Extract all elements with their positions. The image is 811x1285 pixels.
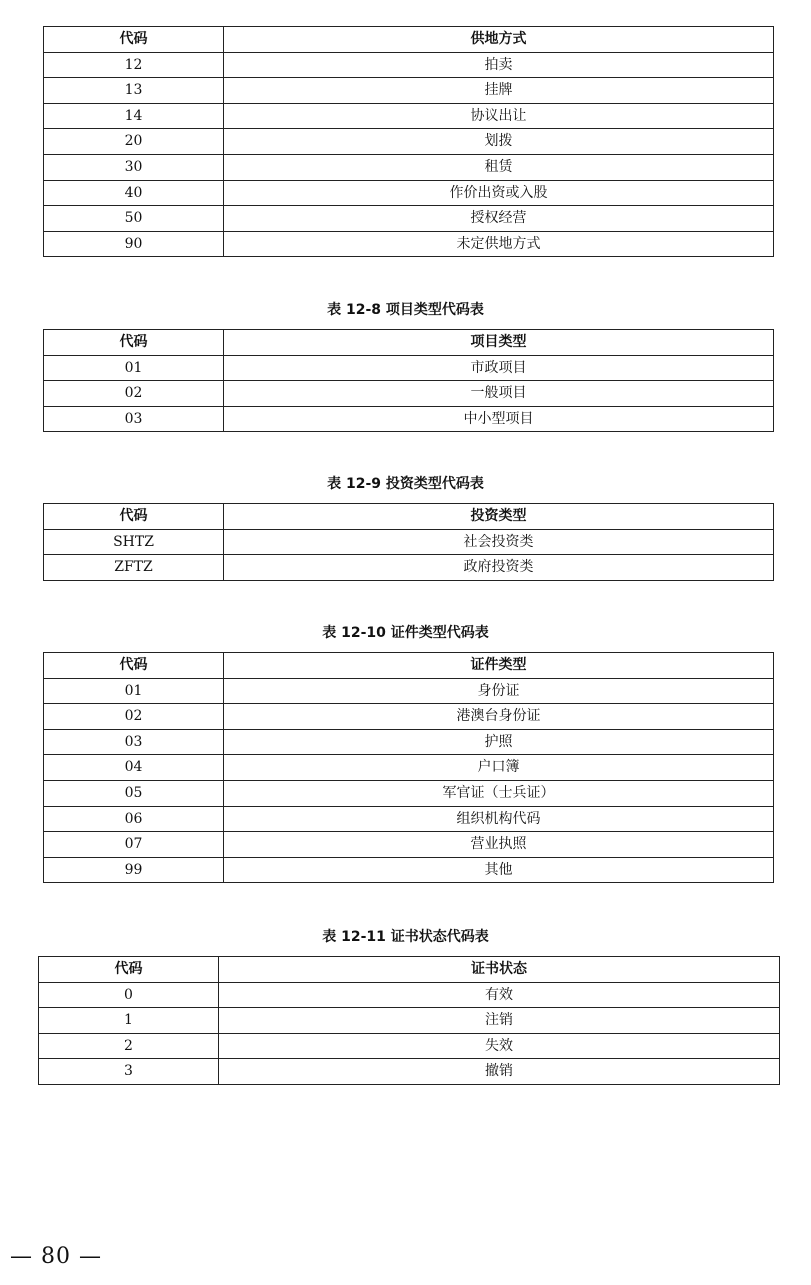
column-header-investment-type: 投资类型: [224, 504, 774, 530]
value-cell: 撤销: [219, 1059, 780, 1085]
table-caption-certificate-status: 表 12-11 证书状态代码表: [322, 929, 489, 945]
value-cell: 市政项目: [224, 355, 774, 381]
value-cell: 港澳台身份证: [224, 704, 774, 730]
page-number: — 80 —: [10, 1244, 102, 1269]
code-cell: 0: [39, 982, 219, 1008]
code-cell: 50: [44, 206, 224, 232]
table-row: [44, 355, 774, 381]
code-cell: 04: [44, 755, 224, 781]
table-row: [44, 704, 774, 730]
value-cell: 中小型项目: [224, 406, 774, 432]
code-cell: 01: [44, 678, 224, 704]
value-cell: 政府投资类: [224, 555, 774, 581]
table-header-row: [44, 27, 774, 53]
column-header-certificate-type: 证件类型: [224, 653, 774, 679]
table-row: [44, 678, 774, 704]
value-cell: 军官证（士兵证）: [224, 780, 774, 806]
code-cell: 03: [44, 729, 224, 755]
table-row: [44, 780, 774, 806]
table-caption-certificate-type: 表 12-10 证件类型代码表: [322, 625, 489, 641]
table-row: [44, 206, 774, 232]
code-cell: 07: [44, 832, 224, 858]
code-cell: 06: [44, 806, 224, 832]
value-cell: 一般项目: [224, 381, 774, 407]
table-row: [44, 857, 774, 883]
value-cell: 作价出资或入股: [224, 180, 774, 206]
table-row: [44, 231, 774, 257]
code-cell: 05: [44, 780, 224, 806]
table-row: [44, 52, 774, 78]
column-header-code: 代码: [44, 504, 224, 530]
code-cell: 14: [44, 103, 224, 129]
value-cell: 注销: [219, 1008, 780, 1034]
value-cell: 营业执照: [224, 832, 774, 858]
code-cell: 40: [44, 180, 224, 206]
table-caption-investment-type: 表 12-9 投资类型代码表: [327, 476, 484, 492]
code-cell: 30: [44, 154, 224, 180]
table-header-row: [39, 957, 780, 983]
table-row: [44, 555, 774, 581]
column-header-project-type: 项目类型: [224, 330, 774, 356]
code-cell: 1: [39, 1008, 219, 1034]
column-header-code: 代码: [39, 957, 219, 983]
table-row: [39, 1033, 780, 1059]
certificate-status-table: [38, 956, 780, 1085]
column-header-certificate-status: 证书状态: [219, 957, 780, 983]
value-cell: 划拨: [224, 129, 774, 155]
table-row: [44, 755, 774, 781]
code-cell: SHTZ: [44, 529, 224, 555]
table-row: [44, 154, 774, 180]
table-header-row: [44, 504, 774, 530]
code-cell: ZFTZ: [44, 555, 224, 581]
code-cell: 13: [44, 78, 224, 104]
value-cell: 协议出让: [224, 103, 774, 129]
code-cell: 02: [44, 381, 224, 407]
code-cell: 02: [44, 704, 224, 730]
table-header-row: [44, 653, 774, 679]
table-row: [44, 78, 774, 104]
code-cell: 2: [39, 1033, 219, 1059]
code-cell: 90: [44, 231, 224, 257]
certificate-type-table: [43, 652, 774, 883]
code-cell: 01: [44, 355, 224, 381]
table-row: [44, 180, 774, 206]
table-row: [44, 806, 774, 832]
supply-method-table: [43, 26, 774, 257]
code-cell: 12: [44, 52, 224, 78]
value-cell: 拍卖: [224, 52, 774, 78]
project-type-table: [43, 329, 774, 432]
table-row: [44, 529, 774, 555]
value-cell: 授权经营: [224, 206, 774, 232]
value-cell: 失效: [219, 1033, 780, 1059]
value-cell: 护照: [224, 729, 774, 755]
table-row: [44, 832, 774, 858]
code-cell: 20: [44, 129, 224, 155]
value-cell: 未定供地方式: [224, 231, 774, 257]
value-cell: 其他: [224, 857, 774, 883]
value-cell: 租赁: [224, 154, 774, 180]
table-row: [44, 729, 774, 755]
code-cell: 03: [44, 406, 224, 432]
column-header-supply-method: 供地方式: [224, 27, 774, 53]
table-row: [44, 381, 774, 407]
value-cell: 户口簿: [224, 755, 774, 781]
column-header-code: 代码: [44, 653, 224, 679]
table-row: [44, 406, 774, 432]
table-header-row: [44, 330, 774, 356]
value-cell: 社会投资类: [224, 529, 774, 555]
table-row: [39, 1008, 780, 1034]
value-cell: 组织机构代码: [224, 806, 774, 832]
investment-type-table: [43, 503, 774, 581]
table-row: [39, 1059, 780, 1085]
value-cell: 有效: [219, 982, 780, 1008]
value-cell: 身份证: [224, 678, 774, 704]
value-cell: 挂牌: [224, 78, 774, 104]
table-row: [39, 982, 780, 1008]
table-row: [44, 103, 774, 129]
table-caption-project-type: 表 12-8 项目类型代码表: [327, 302, 484, 318]
code-cell: 3: [39, 1059, 219, 1085]
column-header-code: 代码: [44, 27, 224, 53]
table-row: [44, 129, 774, 155]
column-header-code: 代码: [44, 330, 224, 356]
code-cell: 99: [44, 857, 224, 883]
